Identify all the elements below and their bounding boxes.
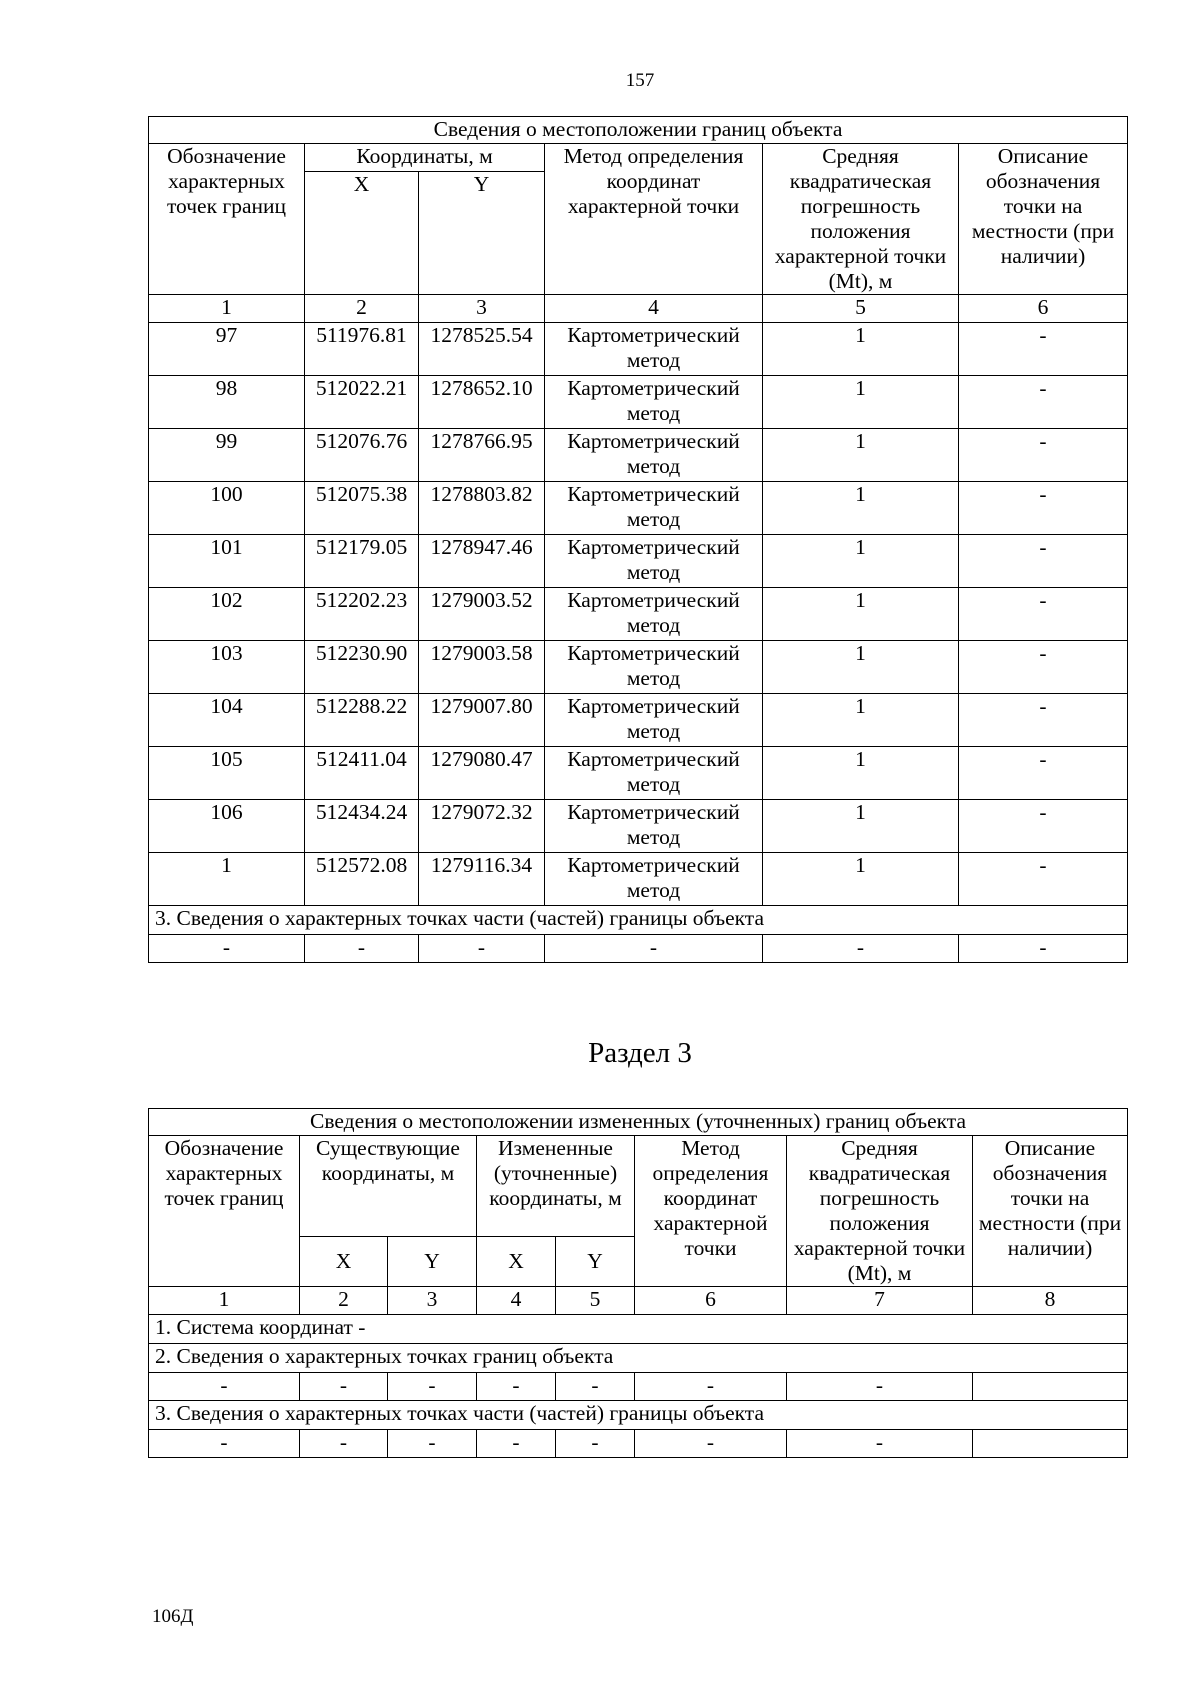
table-cell: - (763, 935, 959, 963)
header-coordinates: Координаты, м (305, 144, 545, 172)
cell-x: 512076.76 (305, 429, 419, 482)
subsection-3-heading: 3. Сведения о характерных точках части (частей) границы объекта (149, 1401, 1128, 1430)
table-cell: - (149, 1373, 300, 1401)
table-row (149, 747, 1128, 800)
column-number: 1 (149, 1287, 300, 1315)
cell-error: 1 (763, 376, 959, 429)
column-numbers-row (149, 1287, 1128, 1315)
table-cell: - (149, 1430, 300, 1458)
column-number: 3 (388, 1287, 477, 1315)
cell-method: Картометрический метод (545, 376, 763, 429)
column-number: 2 (305, 295, 419, 323)
cell-error: 1 (763, 482, 959, 535)
table-row (149, 323, 1128, 376)
table-cell: - (787, 1430, 973, 1458)
table-cell: - (635, 1373, 787, 1401)
table-cell: - (787, 1373, 973, 1401)
cell-desc: - (959, 747, 1128, 800)
header-method: Метод определения координат характерной точки (635, 1136, 787, 1287)
cell-desc: - (959, 588, 1128, 641)
cell-x: 512202.23 (305, 588, 419, 641)
table-cell: - (149, 935, 305, 963)
header-x-existing: X (300, 1236, 388, 1286)
cell-point: 98 (149, 376, 305, 429)
cell-desc: - (959, 429, 1128, 482)
table-row (149, 853, 1128, 906)
cell-y: 1278652.10 (419, 376, 545, 429)
cell-desc: - (959, 641, 1128, 694)
table-cell: - (959, 935, 1128, 963)
cell-error: 1 (763, 800, 959, 853)
cell-error: 1 (763, 429, 959, 482)
document-code: 106Д (152, 1606, 194, 1627)
table-title: Сведения о местоположении границ объекта (149, 117, 1128, 144)
table-cell: - (477, 1430, 556, 1458)
header-x-changed: X (477, 1236, 556, 1286)
cell-x: 512230.90 (305, 641, 419, 694)
table-cell: - (556, 1373, 635, 1401)
cell-y: 1279072.32 (419, 800, 545, 853)
cell-method: Картометрический метод (545, 853, 763, 906)
column-number: 7 (787, 1287, 973, 1315)
cell-method: Картометрический метод (545, 800, 763, 853)
table-cell: - (477, 1373, 556, 1401)
header-existing-coordinates: Существующие координаты, м (300, 1136, 477, 1237)
cell-x: 512179.05 (305, 535, 419, 588)
table-cell: - (300, 1430, 388, 1458)
page-number: 157 (625, 70, 655, 91)
table-cell (973, 1373, 1128, 1401)
column-number: 5 (556, 1287, 635, 1315)
cell-y: 1279116.34 (419, 853, 545, 906)
cell-y: 1278766.95 (419, 429, 545, 482)
cell-x: 512572.08 (305, 853, 419, 906)
table-row (149, 1430, 1128, 1458)
cell-x: 512288.22 (305, 694, 419, 747)
cell-method: Картометрический метод (545, 482, 763, 535)
table-title: Сведения о местоположении измененных (уточненных) границ объекта (149, 1109, 1128, 1136)
cell-error: 1 (763, 535, 959, 588)
table-cell: - (305, 935, 419, 963)
cell-y: 1279007.80 (419, 694, 545, 747)
table-row (149, 376, 1128, 429)
header-designation: Обозначение характерных точек границ (149, 1136, 300, 1287)
column-number: 6 (959, 295, 1128, 323)
cell-method: Картометрический метод (545, 588, 763, 641)
cell-x: 512075.38 (305, 482, 419, 535)
header-method: Метод определения координат характерной точки (545, 144, 763, 295)
header-error: Средняя квадратическая погрешность положения характерной точки (Mt), м (763, 144, 959, 295)
cell-desc: - (959, 535, 1128, 588)
column-number: 5 (763, 295, 959, 323)
table-cell: - (556, 1430, 635, 1458)
table-cell: - (545, 935, 763, 963)
column-number: 2 (300, 1287, 388, 1315)
cell-point: 105 (149, 747, 305, 800)
cell-error: 1 (763, 694, 959, 747)
table-row (149, 935, 1128, 963)
table-cell: - (388, 1430, 477, 1458)
subsection-3-heading: 3. Сведения о характерных точках части (частей) границы объекта (149, 906, 1128, 935)
table-row (149, 588, 1128, 641)
table-cell (973, 1430, 1128, 1458)
cell-point: 103 (149, 641, 305, 694)
cell-error: 1 (763, 641, 959, 694)
changed-boundary-points-table (148, 1108, 1128, 1458)
cell-desc: - (959, 376, 1128, 429)
header-changed-coordinates: Измененные (уточненные) координаты, м (477, 1136, 635, 1237)
header-designation: Обозначение характерных точек границ (149, 144, 305, 295)
table-cell: - (419, 935, 545, 963)
header-y: Y (419, 172, 545, 295)
cell-method: Картометрический метод (545, 429, 763, 482)
cell-point: 104 (149, 694, 305, 747)
table-cell: - (635, 1430, 787, 1458)
cell-method: Картометрический метод (545, 747, 763, 800)
cell-method: Картометрический метод (545, 694, 763, 747)
cell-point: 97 (149, 323, 305, 376)
cell-point: 100 (149, 482, 305, 535)
boundary-points-table (148, 116, 1128, 963)
column-number: 4 (545, 295, 763, 323)
table-row (149, 694, 1128, 747)
header-y-changed: Y (556, 1236, 635, 1286)
section-title: Раздел 3 (588, 1037, 692, 1069)
column-number: 4 (477, 1287, 556, 1315)
cell-desc: - (959, 800, 1128, 853)
cell-x: 512434.24 (305, 800, 419, 853)
cell-desc: - (959, 482, 1128, 535)
cell-error: 1 (763, 323, 959, 376)
cell-x: 512022.21 (305, 376, 419, 429)
cell-desc: - (959, 694, 1128, 747)
cell-method: Картометрический метод (545, 535, 763, 588)
cell-point: 101 (149, 535, 305, 588)
cell-y: 1278525.54 (419, 323, 545, 376)
column-number: 3 (419, 295, 545, 323)
subsection-2-heading: 2. Сведения о характерных точках границ объекта (149, 1344, 1128, 1373)
table-row (149, 482, 1128, 535)
cell-y: 1279003.58 (419, 641, 545, 694)
table-row (149, 800, 1128, 853)
header-description: Описание обозначения точки на местности (при наличии) (973, 1136, 1128, 1287)
cell-error: 1 (763, 853, 959, 906)
cell-error: 1 (763, 588, 959, 641)
column-number: 6 (635, 1287, 787, 1315)
column-numbers-row (149, 295, 1128, 323)
column-number: 1 (149, 295, 305, 323)
cell-y: 1278947.46 (419, 535, 545, 588)
header-x: X (305, 172, 419, 295)
table-row (149, 535, 1128, 588)
header-y-existing: Y (388, 1236, 477, 1286)
header-description: Описание обозначения точки на местности (при наличии) (959, 144, 1128, 295)
subsection-1-heading: 1. Система координат - (149, 1315, 1128, 1344)
table-cell: - (300, 1373, 388, 1401)
cell-y: 1278803.82 (419, 482, 545, 535)
cell-y: 1279080.47 (419, 747, 545, 800)
table-row (149, 429, 1128, 482)
cell-x: 512411.04 (305, 747, 419, 800)
cell-x: 511976.81 (305, 323, 419, 376)
cell-method: Картометрический метод (545, 323, 763, 376)
cell-point: 99 (149, 429, 305, 482)
table-row (149, 641, 1128, 694)
cell-method: Картометрический метод (545, 641, 763, 694)
cell-error: 1 (763, 747, 959, 800)
column-number: 8 (973, 1287, 1128, 1315)
cell-desc: - (959, 853, 1128, 906)
table-row (149, 1373, 1128, 1401)
cell-desc: - (959, 323, 1128, 376)
table-cell: - (388, 1373, 477, 1401)
cell-point: 106 (149, 800, 305, 853)
cell-y: 1279003.52 (419, 588, 545, 641)
cell-point: 102 (149, 588, 305, 641)
cell-point: 1 (149, 853, 305, 906)
header-error: Средняя квадратическая погрешность положения характерной точки (Mt), м (787, 1136, 973, 1287)
